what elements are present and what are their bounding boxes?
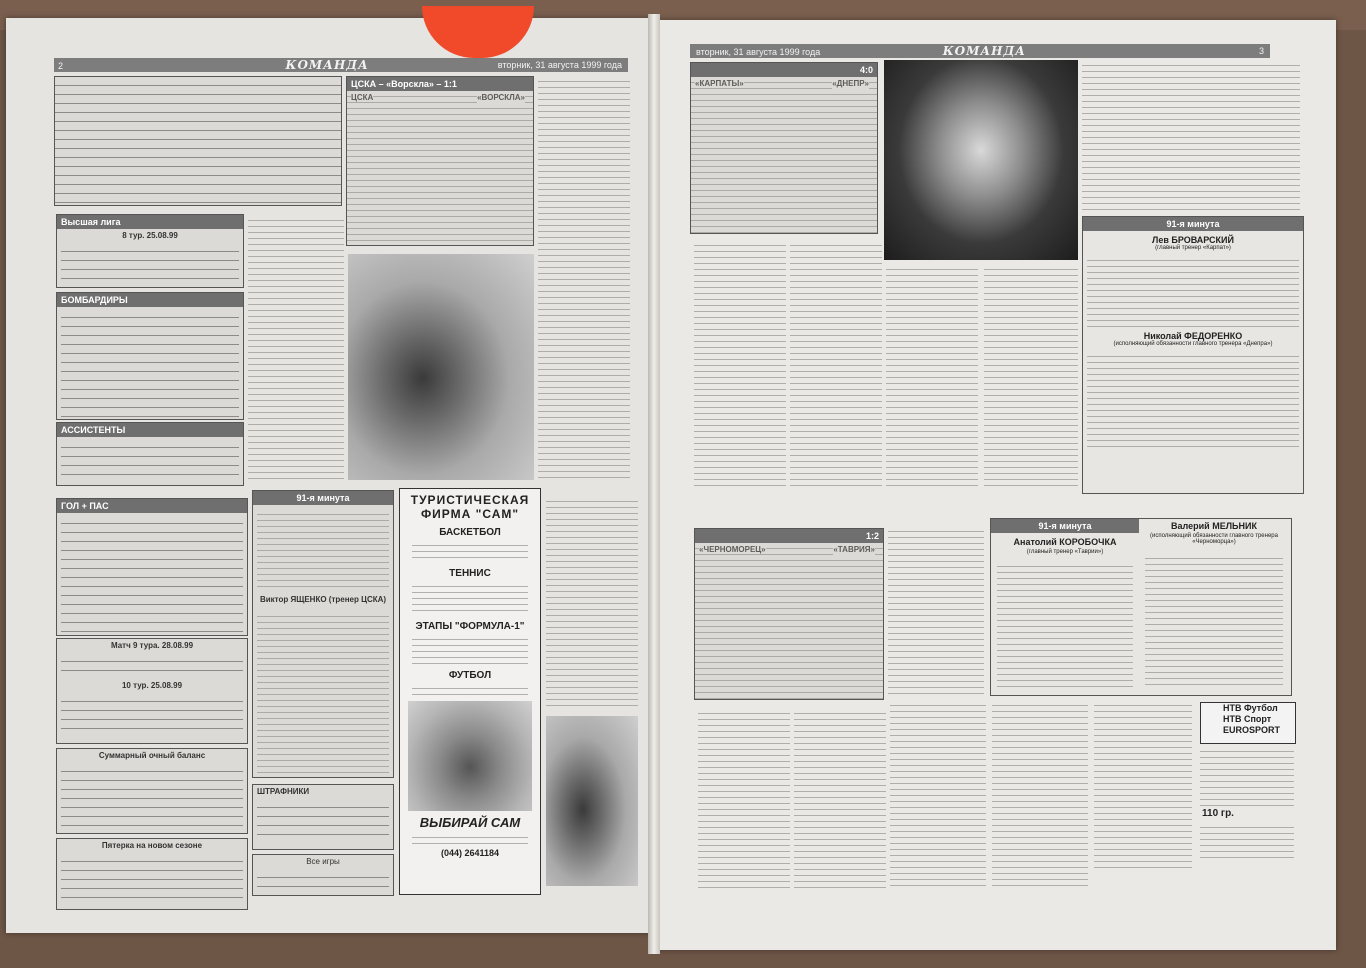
league-round: 8 тур. 25.08.99 [122,231,178,240]
article-column [694,240,786,490]
minute-title-right: 91-я минута [1083,217,1303,231]
page-number-right: 3 [1258,46,1264,56]
article-column [794,708,886,888]
team2-left: «ЧЕРНОМОРЕЦ» [699,545,766,554]
article-column [790,240,882,490]
match-box-karpaty [690,62,878,234]
page-number: 2 [58,61,64,71]
tv-price: 110 гр. [1202,808,1234,819]
player-portrait [884,60,1078,260]
article-column [890,700,986,888]
match2-score: 1:2 [695,529,883,543]
leaders-title: Пятерка на новом сезоне [101,841,203,850]
ad-sport-basketball: БАСКЕТБОЛ [439,527,501,538]
article-column [888,526,984,694]
team2-right: «ТАВРИЯ» [833,545,875,554]
article-column [886,264,978,490]
coach-name: Виктор ЯЩЕНКО (тренер ЦСКА) [259,595,387,604]
penalty-title: ШТРАФНИКИ [257,787,310,796]
coach4-role: (исполняющий обязанности главного тренера «Черноморца») [1150,533,1278,545]
tv-description [1200,746,1294,806]
goalpass-title: ГОЛ + ПАС [57,499,247,513]
scorers-title: БОМБАРДИРЫ [57,293,243,307]
coach2-role: (исполняющий обязанности главного тренера «Днепра») [1113,341,1273,347]
minute-91-right [1082,216,1304,494]
team-left: ЦСКА [351,93,374,102]
football-photo-small [546,716,638,886]
article-column [1094,700,1192,870]
ad-title-line1: ТУРИСТИЧЕСКАЯ [410,493,530,507]
leaders-box [56,838,248,910]
team-left-karpaty: «КАРПАТЫ» [695,79,744,88]
scorers-box [56,292,244,420]
ad-sport-football: ФУТБОЛ [448,670,492,681]
coach3-name: Анатолий КОРОБОЧКА [1013,537,1117,547]
article-column [248,215,344,480]
match-box-cska [346,76,534,246]
right-page-header [690,44,1270,58]
travel-agency-ad [399,488,541,895]
ad-photo [408,701,532,811]
ad-phone: (044) 2641184 [440,848,500,858]
league-table [54,76,342,206]
coach2-name: Николай ФЕДОРЕНКО [1143,331,1243,341]
ad-sport-tennis: ТЕННИС [449,568,491,579]
goal-pass-box [56,498,248,636]
coach3-role: (главный тренер «Таврии») [1026,549,1104,555]
match-round: Матч 9 тура. 28.08.99 [110,641,194,650]
assists-title: АССИСТЕНТЫ [57,423,243,437]
ad-sport-formula1: ЭТАПЫ "ФОРМУЛА-1" [415,621,525,632]
match-box-chernomorets [694,528,884,700]
balance-title: Суммарный очный баланс [98,751,206,760]
masthead-brand: КОМАНДА [285,58,369,72]
tv-line1: НТВ Футбол [1223,703,1278,713]
team-right: «ВОРСКЛА» [477,93,525,102]
match-title: ЦСКА – «Ворскла» – 1:1 [347,77,533,91]
masthead-brand-right: КОМАНДА [942,44,1026,58]
minute-91-left [252,490,394,778]
other-games-box [252,854,394,896]
tv-channel-box [1200,702,1296,744]
tv-line3: EUROSPORT [1223,725,1281,735]
tv-line2: НТВ Спорт [1223,714,1272,724]
article-column [1082,60,1300,210]
article-column [538,76,630,481]
round-10: 10 тур. 25.08.99 [121,681,183,690]
balance-box [56,748,248,834]
other-games: Все игры [306,857,340,866]
ad-title-line2: ФИРМА "САМ" [420,507,520,521]
left-page-header [54,58,628,72]
article-column [992,700,1088,888]
ad-slogan: ВЫБИРАЙ САМ [419,815,521,830]
article-column [984,264,1078,490]
coach4-name: Валерий МЕЛЬНИК [1171,521,1257,531]
article-column [698,708,790,888]
coach1-name: Лев БРОВАРСКИЙ [1152,235,1234,245]
team-right-dnepr: «ДНЕПР» [832,79,869,88]
coach1-role: (главный тренер «Карпат») [1155,245,1231,251]
minute-91-lower [990,518,1292,696]
football-photo [348,254,534,480]
match-details [347,91,533,245]
minute2-title: 91-я минута [991,519,1139,533]
header-date: вторник, 31 августа 1999 года [497,60,622,70]
page-fold [648,14,660,954]
article-column [546,496,638,708]
header-date-right: вторник, 31 августа 1999 года [696,47,821,57]
penalty-box [252,784,394,850]
tv-contacts [1200,822,1294,862]
league-title: Высшая лига [57,215,243,229]
higher-league-box [56,214,244,288]
minute-title: 91-я минута [253,491,393,505]
match-score: 4:0 [691,63,877,77]
round-results-box [56,638,248,744]
assists-box [56,422,244,486]
